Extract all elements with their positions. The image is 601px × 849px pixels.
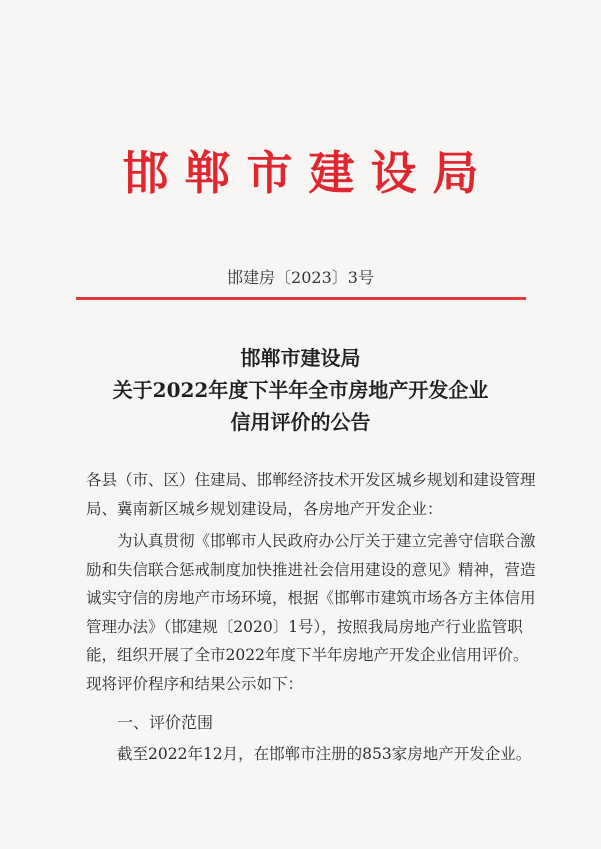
red-divider-line xyxy=(76,297,526,300)
section-scope-text: 截至2022年12月，在邯郸市注册的853家房地产开发企业。 xyxy=(117,745,532,763)
addressee-paragraph: 各县（市、区）住建局、邯郸经济技术开发区城乡规划和建设管理局、冀南新区城乡规划建设局，各房地产开发企业： xyxy=(86,471,536,518)
section-heading-scope: 一、评价范围 xyxy=(117,713,214,732)
document-number: 邯建房〔2023〕3号 xyxy=(227,268,374,287)
intro-paragraph: 为认真贯彻《邯郸市人民政府办公厅关于建立完善守信联合激励和失信联合惩戒制度加快推进社会信用建设的意见》精神，营造诚实守信的房地产市场环境，根据《邯郸市建筑市场各方主体信用管理办法》（邯建规〔2020〕1号），按照我局房地产行业监管职能，组织开展了全市2022年度下半年房地产开发企业信用评价。现将评价程序和结果公示如下： xyxy=(86,532,536,693)
notice-heading-line1: 邯郸市建设局 xyxy=(240,346,361,370)
agency-title: 邯郸市建设局 xyxy=(122,146,495,200)
notice-heading-line3: 信用评价的公告 xyxy=(230,410,371,434)
notice-heading-line2: 关于2022年度下半年全市房地产开发企业 xyxy=(112,378,489,402)
